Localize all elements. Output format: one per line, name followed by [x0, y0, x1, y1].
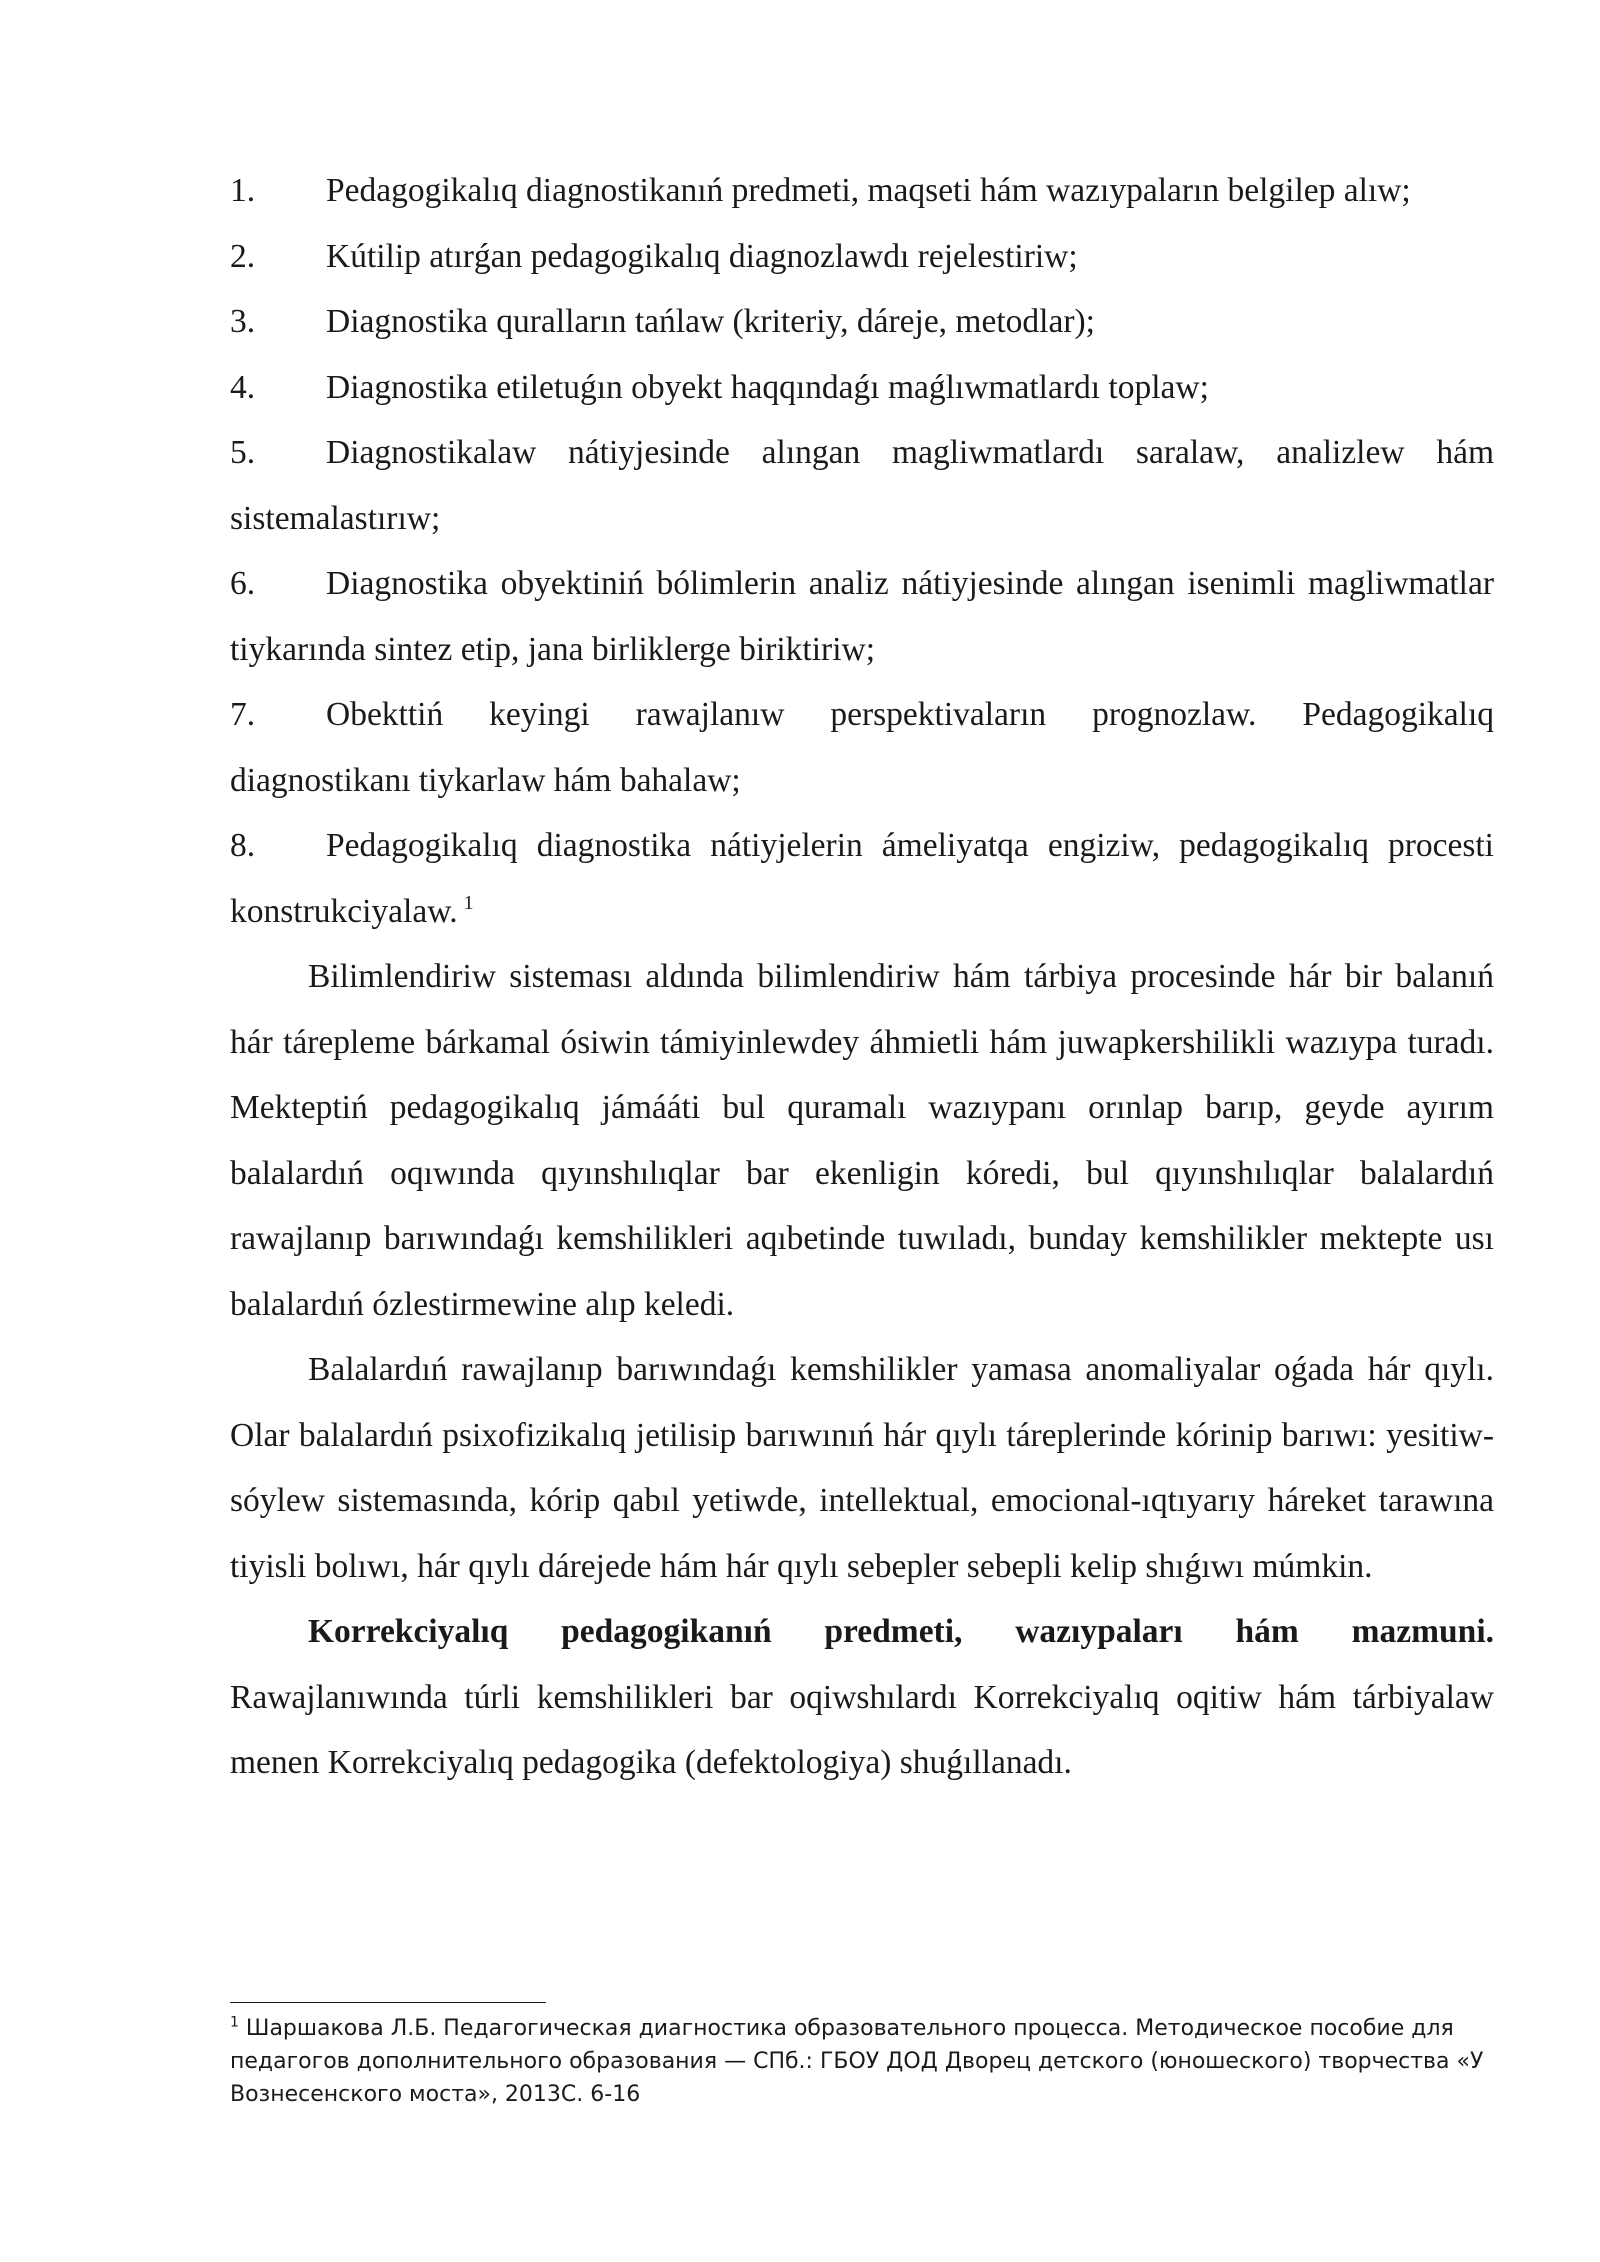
- list-number: 6.: [230, 565, 256, 602]
- list-item-4: [230, 355, 1494, 421]
- list-item-7: [230, 682, 1494, 813]
- list-text: Diagnostika quralların tańlaw (kriteriy, dáreje, metodlar);: [326, 303, 1095, 340]
- list-number: 5.: [230, 434, 256, 471]
- list-text: Diagnostika obyektiniń bólimlerin analiz nátiyjesinde alıngan isenimli magliwmatlar tiykarında sintez etip, jana birliklerge biriktiriw;: [230, 565, 1494, 668]
- list-item-1: [230, 158, 1494, 224]
- paragraph-2: Balalardıń rawajlanıp barıwındaǵı kemshilikler yamasa anomaliyalar oǵada hár qıylı. Olar balalardıń psixofizikalıq jetilisip barıwınıń hár qıylı táreplerinde kórinip barıwı: yesitiw-sóylew sistemasında, kórip qabıl yetiwde, intellektual, emocional-ıqtıyarıy háreket tarawına tiyisli bolıwı, hár qıylı dárejede hám hár qıylı sebepler sebepli kelip shıǵıwı múmkin.: [230, 1351, 1494, 1585]
- footnote: [230, 2012, 1500, 2111]
- section-text: Rawajlanıwında túrli kemshilikleri bar oqiwshılardı Korrekciyalıq oqitiw hám tárbiyalaw menen Korrekciyalıq pedagogika (defektologiya) shuǵıllanadı.: [230, 1678, 1494, 1781]
- list-item-8: [230, 813, 1494, 944]
- list-text: Diagnostikalaw nátiyjesinde alıngan magliwmatlardı saralaw, analizlew hám sistemalastırıw;: [230, 434, 1494, 537]
- paragraph-1: Bilimlendiriw sisteması aldında bilimlendiriw hám tárbiya procesinde hár bir balanıń hár tárepleme bárkamal ósiwin támiyinlewdey áhmietli hám juwapkershilikli wazıypa turadı. Mekteptiń pedagogikalıq jámááti bul quramalı wazıypanı orınlap barıp, geyde ayırım balalardıń oqıwında qıyınshılıqlar bar ekenligin kóredi, bul qıyınshılıqlar balalardıń rawajlanıp barıwındaǵı kemshilikleri aqıbetinde tuwıladı, bunday kemshilikler mektepte usı balalardıń ózlestirmewine alıp keledi.: [230, 958, 1494, 1323]
- footnote-separator: [230, 2002, 546, 2003]
- footnote-number: 1: [230, 2014, 239, 2031]
- list-number: 2.: [230, 237, 256, 275]
- list-number: 7.: [230, 696, 256, 733]
- list-item-3: [230, 289, 1494, 355]
- main-text: [230, 158, 1494, 1796]
- list-number: 8.: [230, 827, 256, 864]
- list-text: Kútilip atırǵan pedagogikalıq diagnozlawdı rejelestiriw;: [326, 237, 1078, 275]
- list-item-5: [230, 420, 1494, 551]
- footnote-reference[interactable]: 1: [463, 892, 474, 915]
- list-number: 4.: [230, 368, 256, 406]
- list-item-6: [230, 551, 1494, 682]
- list-item-2: [230, 224, 1494, 290]
- section-heading: Korrekciyalıq pedagogikanıń predmeti, wazıypaları hám mazmuni.: [308, 1613, 1494, 1650]
- list-text: Pedagogikalıq diagnostika nátiyjelerin ámeliyatqa engiziw, pedagogikalıq procesti konstrukciyalaw.: [230, 827, 1494, 930]
- list-text: Diagnostika etiletuǵın obyekt haqqındaǵı maǵlıwmatlardı toplaw;: [326, 368, 1209, 406]
- list-text: Obekttiń keyingi rawajlanıw perspektivaların prognozlaw. Pedagogikalıq diagnostikanı tiykarlaw hám bahalaw;: [230, 696, 1494, 799]
- footnote-text: Шаршакова Л.Б. Педагогическая диагностика образовательного процесса. Методическое пособие для педагогов дополнительного образования — СПб.: ГБОУ ДОД Дворец детского (юношеского) творчества «У Вознесенского моста», 2013С. 6-16: [230, 2016, 1484, 2107]
- section-paragraph: [230, 1599, 1494, 1796]
- list-text: Pedagogikalıq diagnostikanıń predmeti, maqseti hám wazıypaların belgilep alıw;: [326, 172, 1411, 209]
- list-number: 3.: [230, 303, 256, 340]
- list-number: 1.: [230, 172, 256, 209]
